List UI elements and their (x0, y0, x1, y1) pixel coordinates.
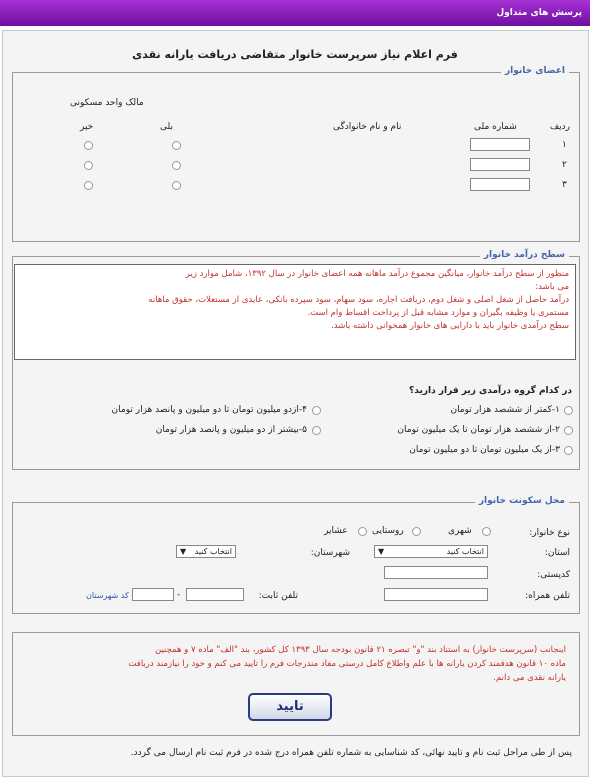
income-option-3: ۳-از یک میلیون تومان تا دو میلیون تومان (409, 445, 560, 455)
row-number: ۲ (562, 160, 567, 170)
national-id-input-1[interactable] (470, 138, 530, 151)
type-nomad-radio[interactable] (358, 527, 367, 536)
province-value: انتخاب کنید (446, 547, 484, 556)
income-radio-4[interactable] (312, 406, 321, 415)
row-number: ۳ (562, 180, 567, 190)
income-question: در کدام گروه درآمدی زیر قرار دارید؟ (409, 386, 572, 396)
owner-yes-radio-2[interactable] (172, 161, 181, 170)
residence-legend: محل سکونت خانوار (475, 496, 569, 506)
col-no: خیر (80, 122, 94, 132)
mobile-input[interactable] (384, 588, 488, 601)
footer-note: پس از طی مراحل ثبت نام و تایید نهائی، کد شناسایی به شماره تلفن همراه درج شده در فرم ثبت نام ارسال می گردد. (130, 748, 572, 758)
city-select[interactable] (176, 545, 236, 558)
postal-code-input[interactable] (384, 566, 488, 579)
income-option-5: ۵-بیشتر از دو میلیون و پانصد هزار تومان (155, 425, 307, 435)
income-info-box (14, 264, 576, 360)
col-row: ردیف (549, 122, 570, 132)
type-rural-label: روستایی (372, 526, 404, 536)
header-bar (0, 0, 590, 26)
confirm-button[interactable]: تایید (248, 693, 332, 721)
type-nomad-label: عشایر (324, 526, 348, 536)
col-name: نام و نام خانوادگی (333, 122, 402, 132)
owner-yes-radio-1[interactable] (172, 141, 181, 150)
type-urban-radio[interactable] (482, 527, 491, 536)
family-legend: اعضای خانوار (501, 66, 569, 76)
income-option-2: ۲-از ششصد هزار تومان تا یک میلیون تومان (397, 425, 560, 435)
owner-no-radio-1[interactable] (84, 141, 93, 150)
confirm-text-line: اینجانب (سرپرست خانوار) به استناد بند "و" تبصره ۲۱ قانون بودجه سال ۱۳۹۳ کل کشور، بند "الف" ماده ۷ و همچنین (154, 645, 566, 655)
income-option-1: ۱-کمتر از ششصد هزار تومان (450, 405, 560, 415)
form-title: فرم اعلام نیاز سرپرست خانوار متقاضی دریافت یارانه نقدی (132, 48, 458, 61)
income-legend: سطح درآمد خانوار (480, 250, 569, 260)
city-label: شهرستان: (310, 548, 350, 558)
confirm-text-line: یارانه نقدی می دانم. (493, 673, 566, 683)
col-national-id: شماره ملی (474, 122, 517, 132)
phone-dash: - (177, 590, 181, 600)
province-label: استان: (544, 548, 570, 558)
postal-code-label: کدپستی: (537, 570, 570, 580)
income-info-line: سطح درآمدی خانوار باید با دارایی های خانوار همخوانی داشته باشد. (331, 321, 569, 331)
faq-link[interactable]: پرسش های متداول (496, 8, 582, 18)
owner-no-radio-3[interactable] (84, 181, 93, 190)
city-value: انتخاب کنید (194, 547, 232, 556)
income-option-4: ۴-ازدو میلیون تومان تا دو میلیون و پانصد هزار تومان (111, 405, 307, 415)
household-type-label: نوع خانوار: (529, 528, 570, 538)
income-radio-3[interactable] (564, 446, 573, 455)
owner-no-radio-2[interactable] (84, 161, 93, 170)
income-radio-1[interactable] (564, 406, 573, 415)
income-radio-2[interactable] (564, 426, 573, 435)
type-rural-radio[interactable] (412, 527, 421, 536)
city-code-link[interactable]: کد شهرستان (86, 591, 129, 600)
income-info-line: مستمری یا وظیفه بگیران و موارد مشابه قبل از پرداخت اقساط وام است. (307, 308, 569, 318)
income-radio-5[interactable] (312, 426, 321, 435)
confirm-text-line: ماده ۱۰ قانون هدفمند کردن یارانه ها با علم واطلاع کامل درستی مفاد مندرجات فرم را تایید می کنم و خود را نیازمند دریافت (128, 659, 566, 669)
province-select[interactable] (374, 545, 488, 558)
col-yes: بلی (160, 122, 173, 132)
income-info-line: می باشد: (535, 282, 569, 292)
national-id-input-3[interactable] (470, 178, 530, 191)
owner-header: مالک واحد مسکونی (70, 98, 144, 108)
chevron-down-icon: ▼ (180, 547, 187, 556)
landline-label: تلفن ثابت: (258, 591, 298, 601)
national-id-input-2[interactable] (470, 158, 530, 171)
type-urban-label: شهری (448, 526, 472, 536)
chevron-down-icon: ▼ (378, 547, 385, 556)
row-number: ۱ (562, 140, 567, 150)
owner-yes-radio-3[interactable] (172, 181, 181, 190)
city-code-input[interactable] (132, 588, 174, 601)
landline-input[interactable] (186, 588, 244, 601)
income-info-line: منظور از سطح درآمد خانوار، میانگین مجموع درآمد ماهانه همه اعضای خانوار در سال ۱۳۹۲، شامل موارد زیر (185, 269, 569, 279)
income-info-line: درآمد حاصل از شغل اصلی و شغل دوم، دریافت اجاره، سود سهام، سود سپرده بانکی، عایدی از مستغلات، حقوق ماهانه (148, 295, 569, 305)
mobile-label: تلفن همراه: (525, 591, 570, 601)
